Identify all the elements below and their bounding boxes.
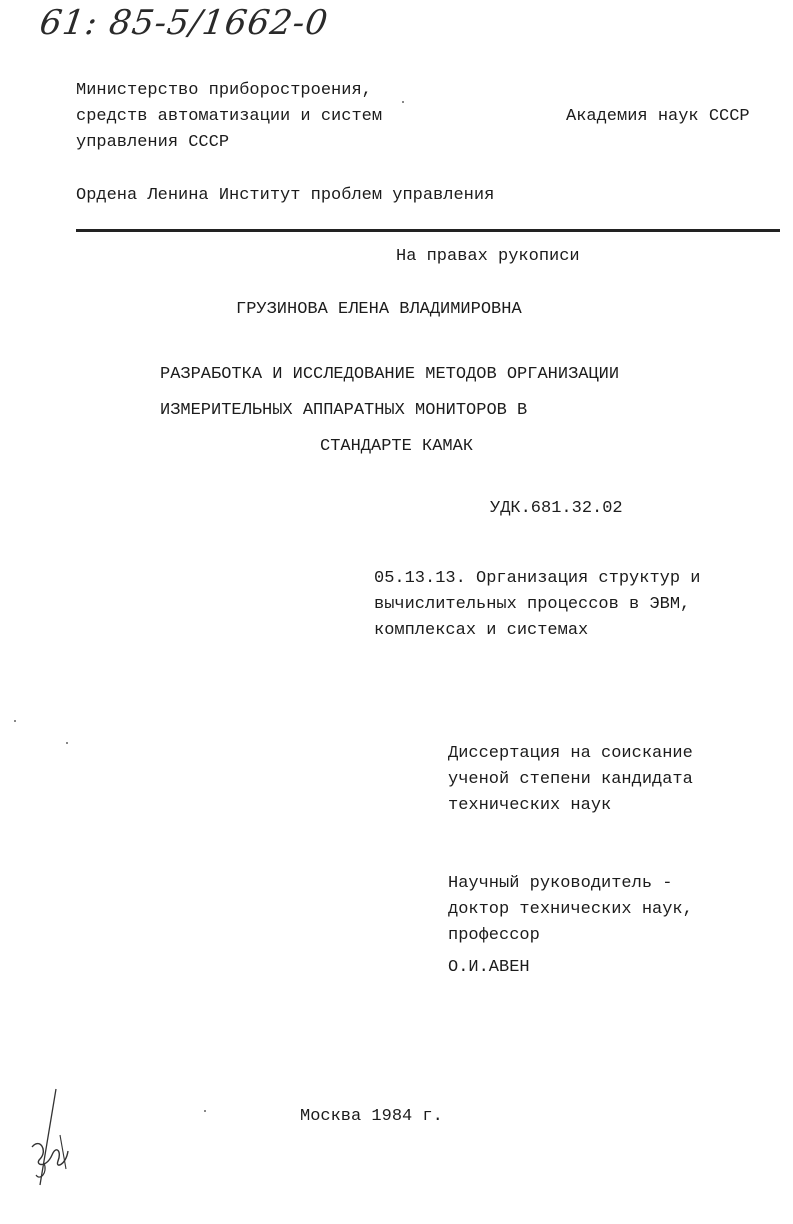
title-line: РАЗРАБОТКА И ИССЛЕДОВАНИЕ МЕТОДОВ ОРГАНИЗАЦИИ: [160, 365, 620, 384]
place-year: Москва 1984 г.: [300, 1107, 443, 1126]
ministry-line: управления СССР: [76, 133, 230, 152]
specialty-line: вычислительных процессов в ЭВМ,: [374, 595, 691, 614]
scan-speck: [204, 1110, 206, 1112]
supervisor-line: профессор: [448, 926, 540, 945]
supervisor-line: Научный руководитель -: [448, 874, 673, 893]
header-divider: [76, 229, 780, 232]
statement-line: ученой степени кандидата: [448, 770, 693, 789]
scan-speck: [14, 720, 16, 722]
statement-line: технических наук: [448, 796, 612, 815]
ministry-line: Министерство приборостроения,: [76, 81, 372, 100]
statement-line: Диссертация на соискание: [448, 744, 693, 763]
dissertation-title: [160, 362, 619, 470]
scan-speck: [402, 101, 404, 103]
archive-code: 61: 85-5/1662-0: [37, 3, 331, 43]
supervisor-block: [448, 871, 693, 981]
supervisor-line: доктор технических наук,: [448, 900, 693, 919]
udk-code: УДК.681.32.02: [490, 499, 623, 518]
title-line: ИЗМЕРИТЕЛЬНЫХ АППАРАТНЫХ МОНИТОРОВ В: [160, 401, 528, 420]
ministry-line: средств автоматизации и систем: [76, 107, 383, 126]
specialty-line: комплексах и системах: [374, 621, 589, 640]
specialty-block: [374, 566, 700, 644]
author-name: ГРУЗИНОВА ЕЛЕНА ВЛАДИМИРОВНА: [236, 300, 522, 319]
supervisor-name: О.И.АВЕН: [448, 958, 530, 977]
academy-label: Академия наук СССР: [566, 107, 750, 126]
handwritten-signature: [22, 1085, 82, 1205]
institute-label: Ордена Ленина Институт проблем управления: [76, 186, 495, 205]
specialty-line: 05.13.13. Организация структур и: [374, 569, 701, 588]
scan-speck: [66, 742, 68, 744]
title-line: СТАНДАРТЕ КАМАК: [320, 437, 474, 456]
dissertation-statement: [448, 741, 693, 819]
manuscript-note: На правах рукописи: [396, 247, 580, 266]
ministry-block: [76, 78, 382, 156]
